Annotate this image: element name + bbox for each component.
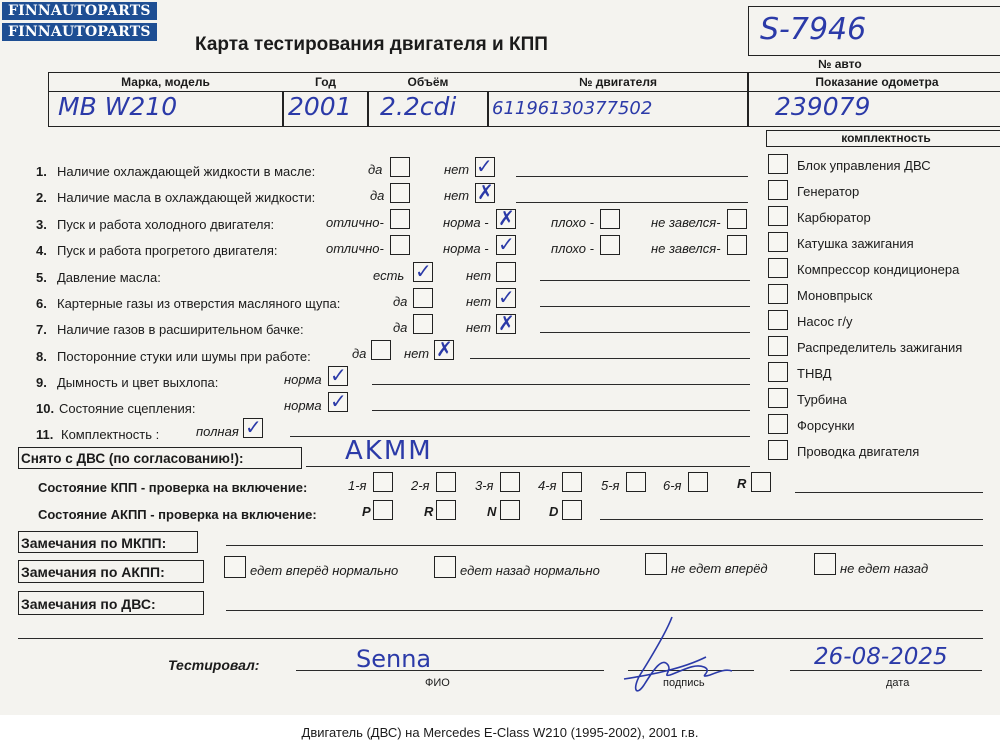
item-7-comment-line — [540, 332, 750, 333]
item-4-normal-mark: ✓ — [498, 232, 515, 256]
item-8-comment-line — [470, 358, 750, 359]
make-value: MB W210 — [58, 92, 178, 121]
header-label-volume: Объём — [407, 75, 449, 89]
item-4-bad-checkbox[interactable] — [600, 235, 620, 255]
item-4-number: 4. — [36, 243, 47, 258]
item-11-full-mark: ✓ — [245, 415, 262, 439]
part-wiring-checkbox[interactable] — [768, 440, 788, 460]
part-mono-injection-label: Моновпрыск — [797, 288, 873, 303]
completeness-header: комплектность — [766, 130, 1000, 147]
tester-line — [296, 670, 604, 671]
date-line — [790, 670, 982, 671]
remarks-dvs-line-2 — [18, 638, 983, 639]
item-3-text: Пуск и работа холодного двигателя: — [57, 217, 275, 232]
item-2-opt-no: нет — [444, 188, 470, 203]
watermark-line-1: FINNAUTOPARTS — [2, 2, 157, 20]
item-3-opt-normal: норма - — [443, 215, 489, 230]
part-ecu-label: Блок управления ДВС — [797, 158, 931, 173]
part-injection-pump-label: ТНВД — [797, 366, 832, 381]
header-label-year: Год — [315, 75, 336, 89]
item-2-yes-checkbox[interactable] — [390, 183, 410, 203]
item-6-no-mark: ✓ — [498, 285, 515, 309]
item-4-opt-no-start: не завелся- — [651, 241, 721, 256]
position-r-label: R — [424, 504, 434, 519]
date-caption: дата — [886, 677, 910, 689]
akpp-reverse-ok-checkbox[interactable] — [434, 556, 456, 578]
part-injection-pump-checkbox[interactable] — [768, 362, 788, 382]
remarks-dvs-line-1 — [226, 610, 983, 611]
tester-name: Senna — [356, 645, 432, 673]
item-2-comment-line — [516, 202, 748, 203]
gear-5-label: 5-я — [601, 478, 620, 493]
item-6-opt-no: нет — [466, 294, 492, 309]
kpp-comment-line — [795, 492, 983, 493]
item-11-number: 11. — [36, 427, 54, 442]
position-d-checkbox[interactable] — [562, 500, 582, 520]
item-5-number: 5. — [36, 270, 47, 285]
item-3-opt-no-start: не завелся- — [651, 215, 721, 230]
position-p-label: P — [362, 504, 371, 519]
item-1-comment-line — [516, 176, 748, 177]
item-8-opt-no: нет — [404, 346, 430, 361]
position-p-checkbox[interactable] — [373, 500, 393, 520]
akpp-no-reverse-label: не едет назад — [840, 561, 929, 576]
item-6-opt-yes: да — [393, 294, 408, 309]
item-2-text: Наличие масла в охлаждающей жидкости: — [57, 190, 316, 205]
part-injectors-checkbox[interactable] — [768, 414, 788, 434]
item-8-number: 8. — [36, 349, 47, 364]
remarks-mkpp-line — [226, 545, 983, 546]
akpp-no-forward-checkbox[interactable] — [645, 553, 667, 575]
position-r-checkbox[interactable] — [436, 500, 456, 520]
item-1-opt-no: нет — [444, 162, 470, 177]
item-3-number: 3. — [36, 217, 47, 232]
gear-3-label: 3-я — [475, 478, 494, 493]
item-7-opt-no: нет — [466, 320, 492, 335]
item-3-no-start-checkbox[interactable] — [727, 209, 747, 229]
item-8-yes-checkbox[interactable] — [371, 340, 391, 360]
part-carburetor-label: Карбюратор — [797, 210, 871, 225]
gear-2-checkbox[interactable] — [436, 472, 456, 492]
item-10-opt-normal: норма — [284, 398, 322, 413]
item-11-text: Комплектность : — [61, 427, 160, 442]
item-7-number: 7. — [36, 322, 47, 337]
item-11-opt-full: полная — [196, 424, 239, 439]
item-10-normal-mark: ✓ — [330, 389, 347, 413]
gear-r-label: R — [737, 476, 747, 491]
kpp-label: Состояние КПП - проверка на включение: — [38, 480, 308, 495]
item-7-yes-checkbox[interactable] — [413, 314, 433, 334]
auto-number-label: № авто — [818, 57, 862, 71]
item-6-comment-line — [540, 306, 750, 307]
part-injectors-label: Форсунки — [797, 418, 855, 433]
item-8-text: Посторонние стуки или шумы при работе: — [57, 349, 311, 364]
item-6-yes-checkbox[interactable] — [413, 288, 433, 308]
item-9-number: 9. — [36, 375, 47, 390]
item-5-no-checkbox[interactable] — [496, 262, 516, 282]
part-power-steering-pump-label: Насос г/у — [797, 314, 853, 329]
removed-label: Снято с ДВС (по согласованию!): — [18, 447, 302, 469]
signature-caption: подпись — [663, 677, 705, 689]
item-8-no-mark: ✗ — [436, 337, 453, 361]
item-1-text: Наличие охлаждающей жидкости в масле: — [57, 164, 316, 179]
part-power-steering-pump-checkbox[interactable] — [768, 310, 788, 330]
item-1-opt-yes: да — [368, 162, 383, 177]
item-3-opt-bad: плохо - — [551, 215, 594, 230]
part-wiring-label: Проводка двигателя — [797, 444, 920, 459]
item-10-text: Состояние сцепления: — [59, 401, 196, 416]
watermark-line-2: FINNAUTOPARTS — [2, 23, 157, 41]
item-4-no-start-checkbox[interactable] — [727, 235, 747, 255]
part-ac-compressor-checkbox[interactable] — [768, 258, 788, 278]
akpp-no-reverse-checkbox[interactable] — [814, 553, 836, 575]
item-3-excellent-checkbox[interactable] — [390, 209, 410, 229]
item-7-opt-yes: да — [393, 320, 408, 335]
gear-4-label: 4-я — [538, 478, 557, 493]
signature-drawing — [610, 613, 740, 703]
engine-no-value: 61196130377502 — [492, 98, 653, 119]
stock-number: S-7946 — [760, 12, 867, 47]
item-1-no-mark: ✓ — [476, 154, 493, 178]
item-6-text: Картерные газы из отверстия масляного щупа: — [57, 296, 341, 311]
volume-value: 2.2cdi — [380, 92, 457, 121]
gear-1-checkbox[interactable] — [373, 472, 393, 492]
item-9-opt-normal: норма — [284, 372, 322, 387]
item-4-opt-bad: плохо - — [551, 241, 594, 256]
item-5-yes-mark: ✓ — [415, 259, 432, 283]
remarks-mkpp-label: Замечания по МКПП: — [18, 531, 198, 553]
removed-line — [306, 466, 750, 467]
year-value: 2001 — [288, 92, 352, 121]
item-4-excellent-checkbox[interactable] — [390, 235, 410, 255]
item-10-number: 10. — [36, 401, 55, 416]
akpp-forward-ok-checkbox[interactable] — [224, 556, 246, 578]
item-1-number: 1. — [36, 164, 47, 179]
removed-value: AKMM — [345, 436, 433, 466]
odometer-label: Показание одометра — [815, 75, 939, 89]
gear-1-label: 1-я — [348, 478, 367, 493]
part-turbo-label: Турбина — [797, 392, 847, 407]
item-4-text: Пуск и работа прогретого двигателя: — [57, 243, 278, 258]
part-alternator-checkbox[interactable] — [768, 180, 788, 200]
part-ecu-checkbox[interactable] — [768, 154, 788, 174]
gear-r-checkbox[interactable] — [751, 472, 771, 492]
item-9-comment-line — [372, 384, 750, 385]
item-4-opt-normal: норма - — [443, 241, 489, 256]
item-2-number: 2. — [36, 190, 47, 205]
odometer-value: 239079 — [775, 92, 871, 121]
gear-6-label: 6-я — [663, 478, 682, 493]
part-ac-compressor-label: Компрессор кондиционера — [797, 262, 960, 277]
item-9-normal-mark: ✓ — [330, 363, 347, 387]
remarks-akpp-label: Замечания по АКПП: — [18, 560, 204, 583]
gear-2-label: 2-я — [411, 478, 430, 493]
position-n-checkbox[interactable] — [500, 500, 520, 520]
akpp-forward-ok-label: едет вперёд нормально — [250, 563, 399, 578]
position-d-label: D — [549, 504, 559, 519]
gear-3-checkbox[interactable] — [500, 472, 520, 492]
item-5-comment-line — [540, 280, 750, 281]
part-distributor-checkbox[interactable] — [768, 336, 788, 356]
item-2-no-mark: ✗ — [477, 180, 494, 204]
item-3-bad-checkbox[interactable] — [600, 209, 620, 229]
remarks-dvs-label: Замечания по ДВС: — [18, 591, 204, 615]
akpp-no-forward-label: не едет вперёд — [671, 561, 768, 576]
tested-by-label: Тестировал: — [168, 657, 260, 673]
fio-caption: ФИО — [425, 677, 450, 689]
header-label-make: Марка, модель — [121, 75, 210, 89]
part-carburetor-checkbox[interactable] — [768, 206, 788, 226]
date-value: 26-08-2025 — [814, 644, 948, 670]
position-n-label: N — [487, 504, 497, 519]
item-6-number: 6. — [36, 296, 47, 311]
item-1-yes-checkbox[interactable] — [390, 157, 410, 177]
item-5-text: Давление масла: — [57, 270, 161, 285]
item-5-opt-yes: есть — [373, 268, 405, 283]
gear-5-checkbox[interactable] — [626, 472, 646, 492]
item-3-opt-excellent: отлично- — [326, 215, 384, 230]
item-2-opt-yes: да — [370, 188, 385, 203]
part-distributor-label: Распределитель зажигания — [797, 340, 963, 355]
akpp-reverse-ok-label: едет назад нормально — [460, 563, 600, 578]
item-4-opt-excellent: отлично- — [326, 241, 384, 256]
part-ignition-coil-label: Катушка зажигания — [797, 236, 914, 251]
item-8-opt-yes: да — [352, 346, 367, 361]
part-turbo-checkbox[interactable] — [768, 388, 788, 408]
akpp-label: Состояние АКПП - проверка на включение: — [38, 507, 317, 522]
akpp-comment-line — [600, 519, 983, 520]
item-7-no-mark: ✗ — [498, 311, 515, 335]
part-mono-injection-checkbox[interactable] — [768, 284, 788, 304]
item-9-text: Дымность и цвет выхлопа: — [57, 375, 219, 390]
gear-6-checkbox[interactable] — [688, 472, 708, 492]
item-3-normal-mark: ✗ — [498, 206, 515, 230]
header-label-engine-no: № двигателя — [579, 75, 657, 89]
gear-4-checkbox[interactable] — [562, 472, 582, 492]
item-7-text: Наличие газов в расширительном бачке: — [57, 322, 304, 337]
item-5-opt-no: нет — [466, 268, 492, 283]
image-caption: Двигатель (ДВС) на Mercedes E-Class W210 (1995-2002), 2001 г.в. — [0, 715, 1000, 750]
part-ignition-coil-checkbox[interactable] — [768, 232, 788, 252]
item-10-comment-line — [372, 410, 750, 411]
card-title: Карта тестирования двигателя и КПП — [195, 34, 548, 55]
part-alternator-label: Генератор — [797, 184, 860, 199]
